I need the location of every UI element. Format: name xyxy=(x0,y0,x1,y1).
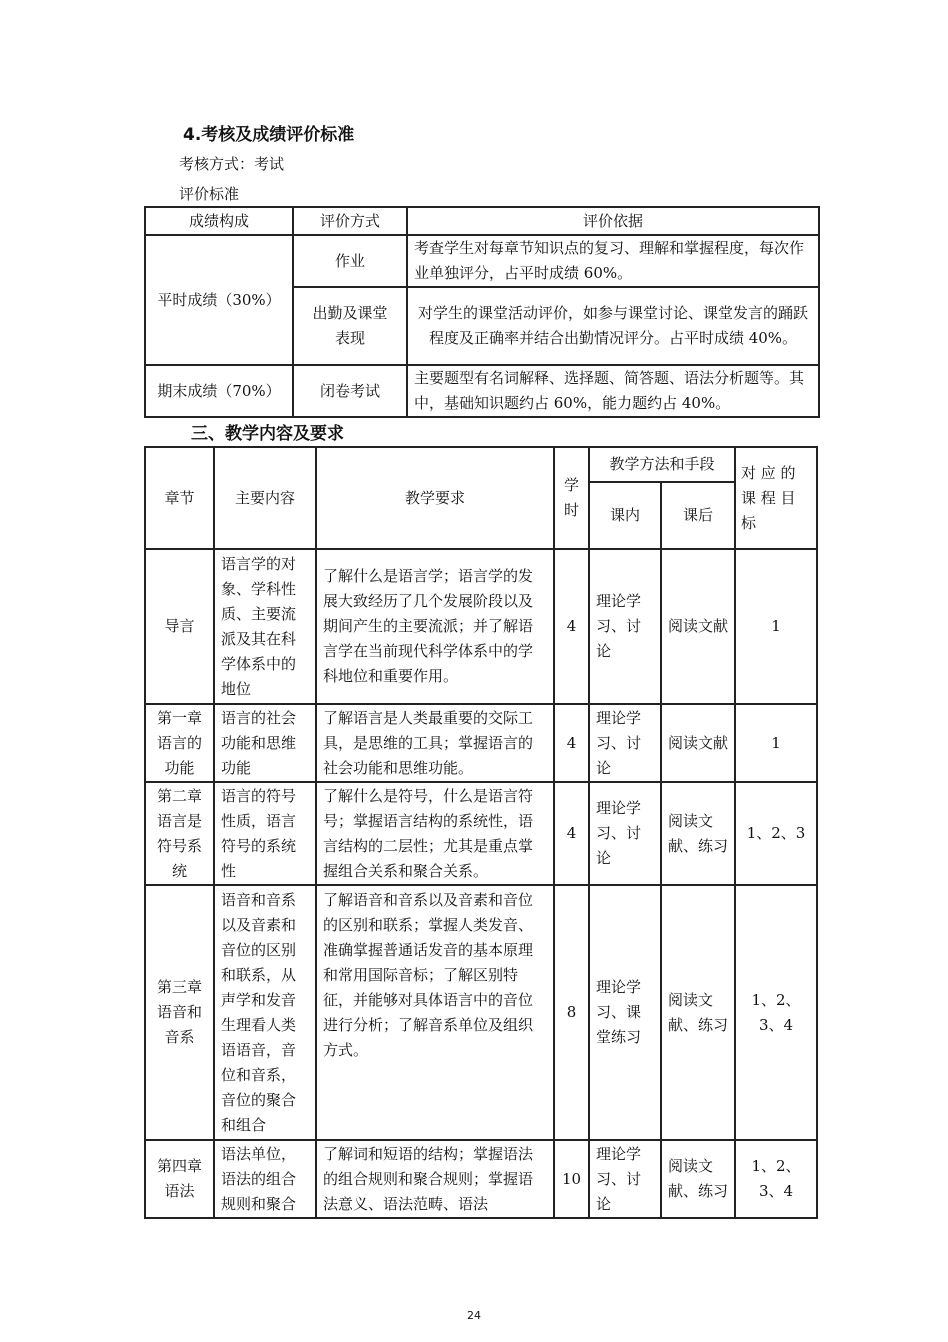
content-cell: 语音和音系以及音素和音位的区别和联系，从声学和发音生理看人类语语音，音位和音系，音位的聚合和组合 xyxy=(214,885,316,1140)
content-cell: 语法单位，语法的组合规则和聚合 xyxy=(214,1140,316,1218)
objective-cell: 1、2、3、4 xyxy=(735,1140,817,1218)
header-methods: 教学方法和手段 xyxy=(589,447,735,482)
header-method: 评价方式 xyxy=(293,207,407,235)
after-class-cell: 阅读文献、练习 xyxy=(661,1140,735,1218)
content-cell: 语言学的对象、学科性质、主要流派及其在科学体系中的地位 xyxy=(214,549,316,704)
in-class-cell: 理论学习、讨论 xyxy=(589,1140,661,1218)
table-row xyxy=(145,885,817,1140)
content-cell: 语言的符号性质，语言符号的系统性 xyxy=(214,782,316,885)
requirement-cell: 了解什么是语言学；语言学的发展大致经历了几个发展阶段以及期间产生的主要流派；并了解语言学在当前现代科学体系中的学科地位和重要作用。 xyxy=(316,549,554,704)
chapter-cell: 第二章语言是符号系统 xyxy=(145,782,214,885)
header-objective: 对 应 的 课 程 目 标 xyxy=(735,447,817,549)
header-in-class: 课内 xyxy=(589,482,661,549)
header-component: 成绩构成 xyxy=(145,207,293,235)
hours-cell: 4 xyxy=(554,782,589,885)
criteria-label: 评价标准 xyxy=(179,185,240,203)
section-heading: 4.考核及成绩评价标准 xyxy=(183,125,355,145)
assessment-method: 考核方式：考试 xyxy=(179,155,285,173)
after-class-cell: 阅读文献 xyxy=(661,704,735,782)
regular-grade-cell: 平时成绩（30%） xyxy=(145,235,293,365)
after-class-cell: 阅读文献 xyxy=(661,549,735,704)
chapter-cell: 第四章语法 xyxy=(145,1140,214,1218)
chapter-cell: 第一章语言的功能 xyxy=(145,704,214,782)
hours-cell: 8 xyxy=(554,885,589,1140)
in-class-cell: 理论学习、讨论 xyxy=(589,704,661,782)
evaluation-table xyxy=(144,206,820,418)
method-cell: 出勤及课堂表现 xyxy=(293,287,407,365)
hours-cell: 10 xyxy=(554,1140,589,1218)
objective-cell: 1、2、3、4 xyxy=(735,885,817,1140)
table-row xyxy=(145,782,817,885)
requirement-cell: 了解什么是符号，什么是语言符号；掌握语言结构的系统性，语言结构的二层性；尤其是重点掌握组合关系和聚合关系。 xyxy=(316,782,554,885)
table-row xyxy=(145,1140,817,1218)
method-cell: 闭卷考试 xyxy=(293,365,407,417)
content-table xyxy=(144,446,818,1219)
content-cell: 语言的社会功能和思维功能 xyxy=(214,704,316,782)
table-row xyxy=(145,704,817,782)
in-class-cell: 理论学习、讨论 xyxy=(589,782,661,885)
after-class-cell: 阅读文献、练习 xyxy=(661,885,735,1140)
header-chapter: 章节 xyxy=(145,447,214,549)
basis-cell: 主要题型有名词解释、选择题、简答题、语法分析题等。其中，基础知识题约占 60%，能力题约占 40%。 xyxy=(407,365,819,417)
in-class-cell: 理论学习、讨论 xyxy=(589,549,661,704)
objective-cell: 1 xyxy=(735,704,817,782)
requirement-cell: 了解语音和音系以及音素和音位的区别和联系；掌握人类发音、准确掌握普通话发音的基本原理和常用国际音标；了解区别特征，并能够对具体语言中的音位进行分析；了解音系单位及组织方式。 xyxy=(316,885,554,1140)
chapter-cell: 第三章语音和音系 xyxy=(145,885,214,1140)
page-number: 24 xyxy=(467,1309,481,1322)
header-requirement: 教学要求 xyxy=(316,447,554,549)
objective-cell: 1、2、3 xyxy=(735,782,817,885)
header-basis: 评价依据 xyxy=(407,207,819,235)
final-grade-cell: 期末成绩（70%） xyxy=(145,365,293,417)
basis-cell: 对学生的课堂活动评价，如参与课堂讨论、课堂发言的踊跃程度及正确率并结合出勤情况评分。占平时成绩 40%。 xyxy=(407,287,819,365)
basis-cell: 考查学生对每章节知识点的复习、理解和掌握程度，每次作业单独评分，占平时成绩 60%。 xyxy=(407,235,819,287)
requirement-cell: 了解语言是人类最重要的交际工具，是思维的工具；掌握语言的社会功能和思维功能。 xyxy=(316,704,554,782)
table-row xyxy=(145,549,817,704)
header-hours: 学时 xyxy=(554,447,589,549)
header-content: 主要内容 xyxy=(214,447,316,549)
requirement-cell: 了解词和短语的结构；掌握语法的组合规则和聚合规则；掌握语法意义、语法范畴、语法 xyxy=(316,1140,554,1218)
hours-cell: 4 xyxy=(554,704,589,782)
chapter-cell: 导言 xyxy=(145,549,214,704)
method-cell: 作业 xyxy=(293,235,407,287)
hours-cell: 4 xyxy=(554,549,589,704)
section-heading: 三、教学内容及要求 xyxy=(191,424,344,444)
header-after-class: 课后 xyxy=(661,482,735,549)
after-class-cell: 阅读文献、练习 xyxy=(661,782,735,885)
in-class-cell: 理论学习、课堂练习 xyxy=(589,885,661,1140)
objective-cell: 1 xyxy=(735,549,817,704)
